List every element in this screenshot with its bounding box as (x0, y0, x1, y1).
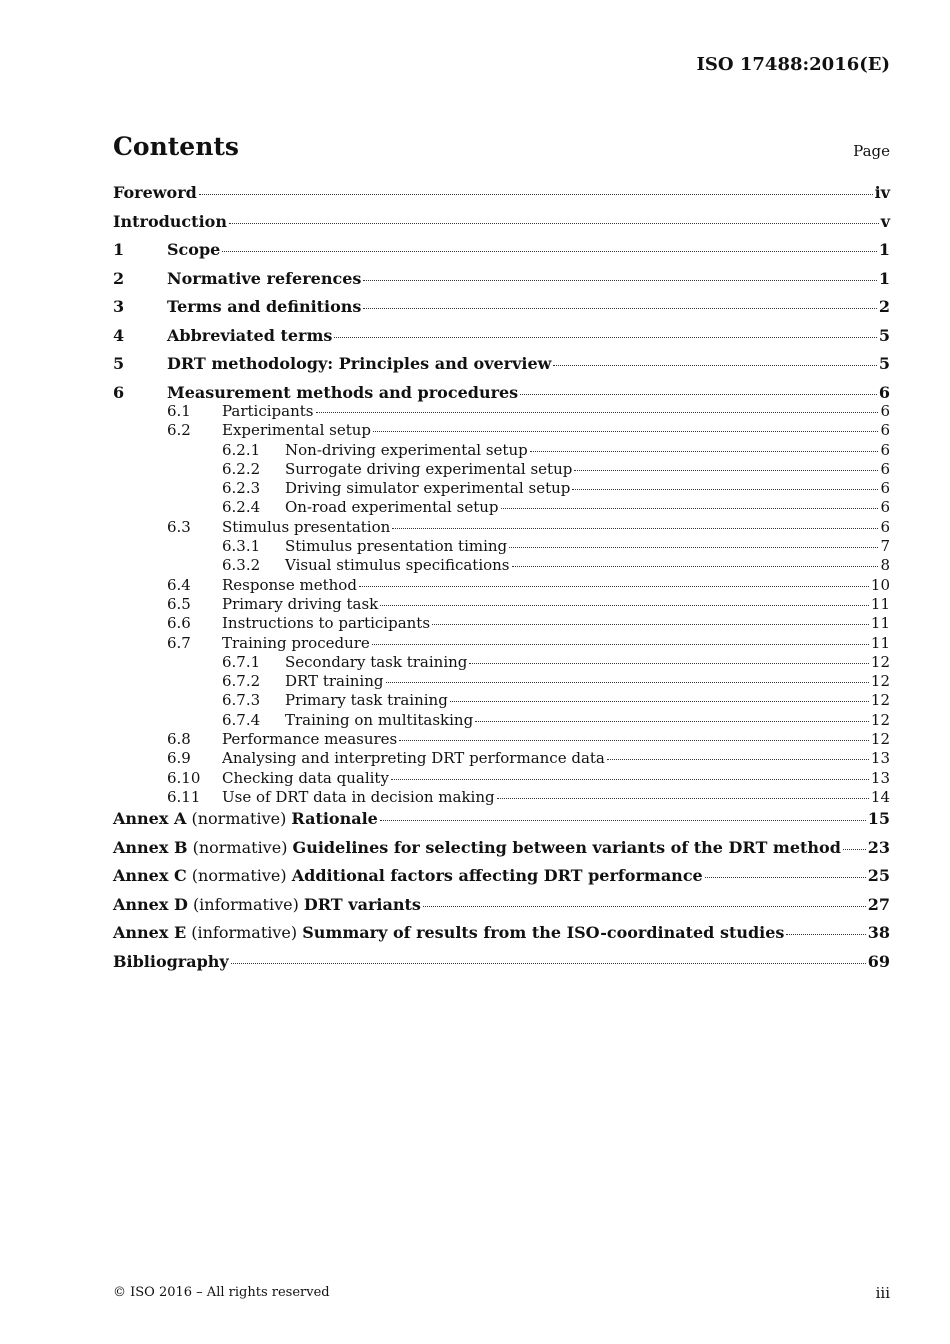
toc-entry-title: Surrogate driving experimental setup (285, 459, 573, 478)
toc-entry-subsubclause[interactable] (113, 498, 890, 517)
dot-leader (432, 624, 869, 625)
toc-entry-subsubclause[interactable] (113, 537, 890, 556)
dot-leader (334, 337, 876, 338)
toc-entry-title: Use of DRT data in decision making (222, 787, 495, 806)
toc-entry-title: Bibliography (113, 951, 229, 971)
dot-leader (222, 251, 877, 252)
toc-entry-title: Secondary task training (285, 652, 468, 671)
toc-entry-number: 2 (113, 268, 125, 288)
annex-label: Annex C (113, 866, 187, 886)
toc-entry-number: 6.2.4 (222, 498, 261, 517)
toc-entry-title: Additional factors affecting DRT performance (291, 866, 703, 886)
annex-label: Annex E (113, 923, 187, 943)
toc-entry-page: 25 (867, 866, 890, 886)
toc-entry-subsubclause[interactable] (113, 672, 890, 691)
dot-leader (572, 489, 878, 490)
toc-entry-subclause[interactable] (113, 749, 890, 768)
toc-entry-title: Introduction (113, 211, 227, 231)
toc-entry-number: 6.7.4 (222, 710, 261, 729)
toc-entry-page: 14 (870, 787, 890, 806)
toc-entry-title: Stimulus presentation timing (285, 537, 508, 556)
toc-entry-number: 6.4 (167, 575, 191, 594)
toc-entry-number: 6.6 (167, 614, 191, 633)
toc-entry-number: 6.2.3 (222, 479, 261, 498)
toc-entry-subsubclause[interactable] (113, 556, 890, 575)
toc-entry-subclause[interactable] (113, 421, 890, 440)
toc-entry-title: Primary driving task (222, 594, 379, 613)
table-of-contents (113, 183, 890, 980)
dot-leader (553, 365, 876, 366)
toc-entry-subsubclause[interactable] (113, 711, 890, 730)
toc-entry-number: 6.3.2 (222, 556, 261, 575)
toc-entry-page: 11 (870, 633, 890, 652)
contents-heading: Contents (113, 132, 240, 161)
toc-entry-introduction[interactable] (113, 212, 890, 241)
toc-entry-subsubclause[interactable] (113, 653, 890, 672)
toc-entry-number: 6.2.1 (222, 440, 261, 459)
toc-entry-subclause[interactable] (113, 788, 890, 807)
dot-leader (705, 877, 866, 878)
dot-leader (399, 740, 869, 741)
toc-entry-title: Training on multitasking (285, 710, 474, 729)
toc-entry-number: 6.7.2 (222, 672, 261, 691)
toc-entry-subclause[interactable] (113, 402, 890, 421)
toc-entry-annex[interactable] (113, 809, 890, 838)
toc-entry-page: 6 (880, 517, 890, 536)
dot-leader (843, 849, 866, 850)
toc-entry-page: 6 (880, 479, 890, 498)
toc-entry-title: Analysing and interpreting DRT performance data (222, 749, 605, 768)
annex-label: Annex D (113, 894, 188, 914)
toc-entry-number: 6.3.1 (222, 537, 261, 556)
annex-class: (normative) (192, 837, 288, 857)
dot-leader (423, 906, 866, 907)
toc-entry-title: Scope (167, 240, 221, 259)
toc-entry-page: 38 (867, 923, 890, 943)
annex-class: (informative) (191, 923, 298, 943)
toc-entry-page: 6 (880, 421, 890, 440)
dot-leader (530, 451, 879, 452)
standard-identifier: ISO 17488:2016(E) (696, 54, 890, 75)
toc-entry-number: 6.10 (167, 768, 201, 787)
toc-entry-subclause[interactable] (113, 769, 890, 788)
toc-entry-number: 6.3 (167, 517, 191, 536)
toc-entry-title: On-road experimental setup (285, 498, 499, 517)
toc-entry-title: Visual stimulus specifications (285, 556, 510, 575)
toc-entry-page: 5 (878, 354, 890, 373)
dot-leader (520, 394, 877, 395)
toc-entry-annex[interactable] (113, 838, 890, 867)
toc-entry-clause[interactable] (113, 269, 890, 298)
toc-entry-page: 15 (867, 809, 890, 829)
toc-entry-number: 6.2 (167, 421, 191, 440)
toc-entry-annex[interactable] (113, 895, 890, 924)
annex-class: (normative) (191, 866, 287, 886)
toc-entry-page: 8 (880, 556, 890, 575)
toc-entry-page: 13 (870, 749, 890, 768)
toc-entry-page: 10 (870, 575, 890, 594)
toc-entry-title: Experimental setup (222, 421, 372, 440)
toc-entry-title: Summary of results from the ISO-coordinated studies (302, 923, 785, 943)
toc-entry-clause[interactable] (113, 240, 890, 269)
dot-leader (199, 194, 873, 195)
toc-entry-page: 11 (870, 594, 890, 613)
dot-leader (509, 547, 878, 548)
dot-leader (574, 470, 878, 471)
dot-leader (450, 701, 869, 702)
toc-entry-page: 27 (867, 894, 890, 914)
toc-entry-subsubclause[interactable] (113, 441, 890, 460)
toc-entry-number: 6.7.3 (222, 691, 261, 710)
toc-entry-title: Rationale (291, 809, 378, 829)
toc-entry-title: Primary task training (285, 691, 448, 710)
annex-label: Annex A (113, 809, 187, 829)
toc-entry-page: 6 (880, 498, 890, 517)
toc-entry-title: Abbreviated terms (167, 325, 333, 345)
dot-leader (392, 528, 878, 529)
dot-leader (359, 586, 869, 587)
dot-leader (386, 682, 869, 683)
toc-entry-subsubclause[interactable] (113, 691, 890, 710)
toc-entry-page: 12 (870, 652, 890, 671)
page-number: iii (875, 1284, 890, 1302)
dot-leader (469, 663, 869, 664)
toc-entry-page: 6 (880, 459, 890, 478)
dot-leader (373, 431, 878, 432)
toc-entry-number: 6.7.1 (222, 652, 261, 671)
toc-entry-title: Non-driving experimental setup (285, 440, 528, 459)
toc-entry-annex[interactable] (113, 923, 890, 952)
toc-entry-page: 11 (870, 614, 890, 633)
toc-entry-page: 12 (870, 710, 890, 729)
toc-entry-number: 5 (113, 354, 125, 373)
toc-entry-page: 6 (880, 402, 890, 420)
toc-entry-page: 6 (878, 382, 890, 402)
toc-entry-annex[interactable] (113, 866, 890, 895)
toc-entry-title: Guidelines for selecting between variants of the DRT method (292, 837, 841, 857)
toc-entry-number: 6.9 (167, 749, 191, 768)
toc-entry-subclause[interactable] (113, 614, 890, 633)
toc-entry-subclause[interactable] (113, 730, 890, 749)
dot-leader (380, 605, 869, 606)
toc-entry-number: 6.5 (167, 594, 191, 613)
toc-entry-title: Stimulus presentation (222, 517, 391, 536)
toc-entry-title: Driving simulator experimental setup (285, 479, 571, 498)
toc-entry-clause[interactable] (113, 326, 890, 355)
toc-entry-subclause[interactable] (113, 576, 890, 595)
toc-entry-page: 13 (870, 768, 890, 787)
toc-entry-title: Normative references (167, 268, 362, 288)
toc-entry-number: 6.2.2 (222, 459, 261, 478)
toc-entry-title: Performance measures (222, 730, 398, 749)
annex-label: Annex B (113, 837, 188, 857)
dot-leader (380, 820, 866, 821)
toc-entry-number: 6.7 (167, 633, 191, 652)
dot-leader (316, 412, 879, 413)
dot-leader (231, 963, 866, 964)
toc-entry-page: v (880, 211, 890, 231)
toc-entry-page: iv (874, 183, 890, 202)
toc-entry-title: Checking data quality (222, 768, 389, 787)
dot-leader (372, 644, 869, 645)
toc-entry-subsubclause[interactable] (113, 479, 890, 498)
toc-entry-title: Foreword (113, 183, 197, 202)
toc-entry-page: 12 (870, 691, 890, 710)
toc-entry-page: 7 (880, 537, 890, 556)
dot-leader (363, 280, 876, 281)
toc-entry-clause[interactable] (113, 354, 890, 383)
copyright-notice: © ISO 2016 – All rights reserved (113, 1285, 330, 1300)
toc-entry-number: 6.11 (167, 787, 201, 806)
toc-entry-title: DRT variants (303, 894, 421, 914)
toc-entry-title: Measurement methods and procedures (167, 382, 519, 402)
toc-entry-title: Participants (222, 402, 314, 420)
toc-entry-bibliography[interactable] (113, 952, 890, 981)
toc-entry-page: 1 (878, 268, 890, 288)
annex-class: (informative) (192, 894, 299, 914)
toc-entry-page: 5 (878, 325, 890, 345)
dot-leader (363, 308, 876, 309)
dot-leader (391, 779, 869, 780)
toc-entry-subclause[interactable] (113, 518, 890, 537)
dot-leader (501, 508, 879, 509)
dot-leader (607, 759, 869, 760)
dot-leader (475, 721, 869, 722)
toc-entry-number: 6 (113, 382, 125, 402)
toc-entry-page: 12 (870, 730, 890, 749)
toc-entry-page: 1 (878, 240, 890, 259)
toc-entry-title: Response method (222, 575, 357, 594)
dot-leader (786, 934, 865, 935)
toc-entry-page: 12 (870, 672, 890, 691)
toc-entry-number: 4 (113, 325, 125, 345)
toc-entry-number: 6.1 (167, 402, 191, 420)
toc-entry-number: 6.8 (167, 730, 191, 749)
toc-entry-title: DRT methodology: Principles and overview (167, 354, 552, 373)
toc-entry-title: Terms and definitions (167, 297, 362, 316)
toc-entry-page: 69 (867, 951, 890, 971)
page-column-label: Page (853, 142, 890, 160)
toc-entry-clause[interactable] (113, 297, 890, 326)
dot-leader (512, 566, 879, 567)
toc-entry-subclause[interactable] (113, 595, 890, 614)
toc-entry-foreword[interactable] (113, 183, 890, 212)
toc-entry-number: 1 (113, 240, 125, 259)
toc-entry-title: Training procedure (222, 633, 370, 652)
toc-entry-subclause[interactable] (113, 634, 890, 653)
toc-entry-page: 2 (878, 297, 890, 316)
dot-leader (229, 223, 879, 224)
toc-entry-number: 3 (113, 297, 125, 316)
toc-entry-page: 23 (867, 837, 890, 857)
toc-entry-page: 6 (880, 440, 890, 459)
toc-entry-title: DRT training (285, 672, 384, 691)
toc-entry-subsubclause[interactable] (113, 460, 890, 479)
dot-leader (497, 798, 869, 799)
annex-class: (normative) (191, 809, 287, 829)
toc-entry-title: Instructions to participants (222, 614, 431, 633)
